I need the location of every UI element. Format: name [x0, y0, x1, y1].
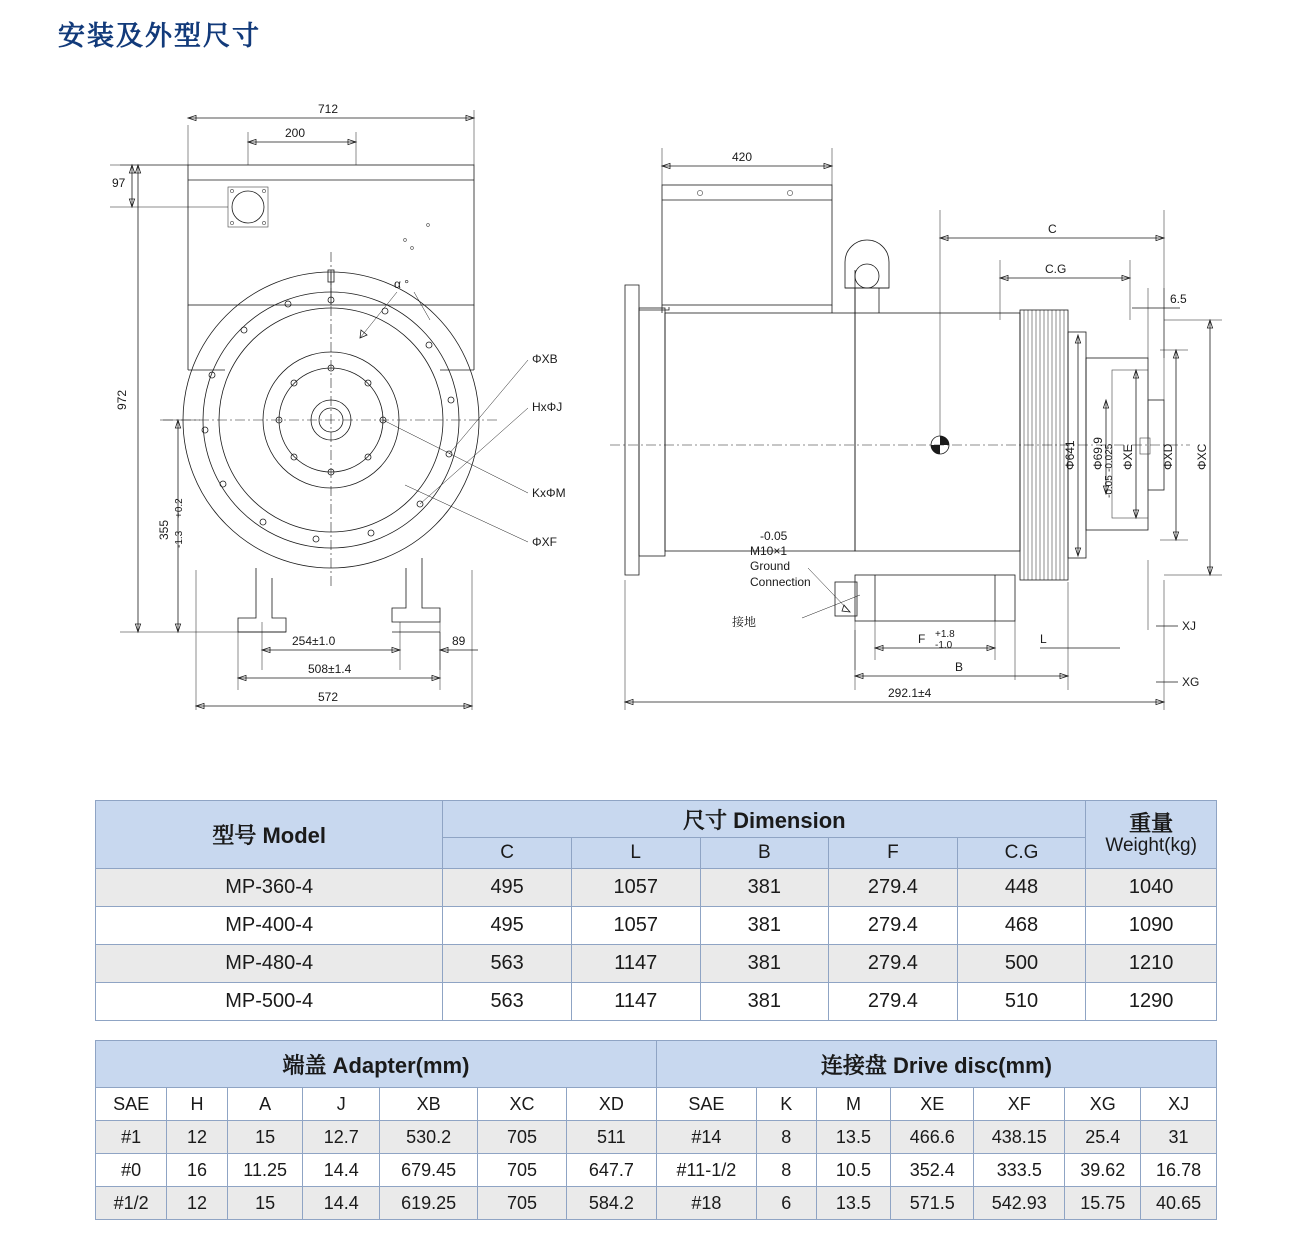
- cell-C: 495: [443, 907, 572, 945]
- dim-xe: ΦXE: [1121, 444, 1135, 470]
- cell-XG: 25.4: [1065, 1121, 1141, 1154]
- dim-89: 89: [452, 634, 466, 648]
- cell-F: 279.4: [829, 907, 958, 945]
- table-row: [96, 1121, 1217, 1154]
- cell-B: 381: [700, 869, 829, 907]
- dim-F-tol-dn: -1.0: [935, 640, 953, 651]
- table-row: [96, 907, 1217, 945]
- cell-weight: 1210: [1086, 945, 1217, 983]
- left-view: [110, 102, 566, 710]
- cell-A: 15: [227, 1121, 303, 1154]
- dim-355: 355: [157, 519, 171, 540]
- th-C: C: [443, 838, 572, 869]
- cell-XE: 571.5: [891, 1187, 974, 1220]
- cell-C: 563: [443, 983, 572, 1021]
- cell-CG: 500: [957, 945, 1086, 983]
- cell-XE: 466.6: [891, 1121, 974, 1154]
- th-M: M: [816, 1088, 891, 1121]
- label-ground-thread: -0.05: [760, 529, 788, 543]
- th-XJ: XJ: [1141, 1088, 1217, 1121]
- cell-B: 381: [700, 945, 829, 983]
- cell-XJ: 40.65: [1141, 1187, 1217, 1220]
- dim-97: 97: [112, 176, 126, 190]
- side-view: [610, 148, 1222, 710]
- dim-972: 972: [115, 389, 129, 410]
- model-dimension-table: [95, 800, 1217, 1021]
- cell-XG: 39.62: [1065, 1154, 1141, 1187]
- cell-J: 14.4: [303, 1187, 380, 1220]
- dim-L: 292.1±4: [888, 686, 932, 700]
- label-kxm: KxΦM: [532, 486, 566, 500]
- cell-weight: 1090: [1086, 907, 1217, 945]
- th-dimension: 尺寸 Dimension: [443, 801, 1086, 838]
- dim-200: 200: [285, 126, 306, 140]
- cell-XD: 511: [566, 1121, 656, 1154]
- th-XB: XB: [379, 1088, 477, 1121]
- cell-L: 1147: [571, 945, 700, 983]
- dim-xc: ΦXC: [1195, 443, 1209, 470]
- dim-572: 572: [318, 690, 339, 704]
- cell-F: 279.4: [829, 983, 958, 1021]
- dim-CG: C.G: [1045, 262, 1067, 276]
- cell-sae-adapter: #0: [96, 1154, 167, 1187]
- dim-292: L: [1040, 632, 1047, 646]
- cell-CG: 468: [957, 907, 1086, 945]
- label-holes: 接地: [732, 615, 757, 629]
- th-XD: XD: [566, 1088, 656, 1121]
- cell-K: 8: [756, 1154, 816, 1187]
- cell-sae-drive: #14: [656, 1121, 756, 1154]
- cell-sae-drive: #11-1/2: [656, 1154, 756, 1187]
- th-XF: XF: [974, 1088, 1065, 1121]
- cell-C: 563: [443, 945, 572, 983]
- cell-XB: 679.45: [379, 1154, 477, 1187]
- th-sae-2: SAE: [656, 1088, 756, 1121]
- dim-65: 6.5: [1170, 292, 1187, 306]
- cell-XJ: 16.78: [1141, 1154, 1217, 1187]
- cell-J: 14.4: [303, 1154, 380, 1187]
- th-model: 型号 Model: [96, 801, 443, 869]
- cell-XB: 619.25: [379, 1187, 477, 1220]
- dim-420: 420: [732, 150, 753, 164]
- th-sae-1: SAE: [96, 1088, 167, 1121]
- th-B: B: [700, 838, 829, 869]
- label-ground-en2: Ground: [750, 559, 791, 573]
- cell-model: MP-500-4: [96, 983, 443, 1021]
- cell-XF: 438.15: [974, 1121, 1065, 1154]
- dim-699-tol-up: -0.025: [1104, 443, 1115, 472]
- dim-699: Φ69.9: [1091, 437, 1105, 470]
- cell-XC: 705: [478, 1187, 567, 1220]
- dim-xd: ΦXD: [1161, 443, 1175, 470]
- cell-L: 1057: [571, 869, 700, 907]
- adapter-drivedisc-table: [95, 1040, 1217, 1220]
- table-row: [96, 869, 1217, 907]
- cell-J: 12.7: [303, 1121, 380, 1154]
- cell-XF: 542.93: [974, 1187, 1065, 1220]
- cell-XG: 15.75: [1065, 1187, 1141, 1220]
- th-XG: XG: [1065, 1088, 1141, 1121]
- cell-model: MP-360-4: [96, 869, 443, 907]
- dim-355-tol-dn: -1.3: [174, 530, 185, 548]
- page-title: 安装及外型尺寸: [58, 21, 261, 51]
- dim-712: 712: [318, 102, 339, 116]
- dim-355-tol-up: +0.2: [174, 498, 185, 518]
- th-CG: C.G: [957, 838, 1086, 869]
- th-weight: [1086, 801, 1217, 869]
- cell-A: 11.25: [227, 1154, 303, 1187]
- table-row: [96, 1154, 1217, 1187]
- th-drive-group: 连接盘 Drive disc(mm): [656, 1041, 1216, 1088]
- cell-B: 381: [700, 907, 829, 945]
- cell-model: MP-400-4: [96, 907, 443, 945]
- label-alpha: α °: [394, 277, 410, 291]
- cell-XC: 705: [478, 1121, 567, 1154]
- label-xb: ΦXB: [532, 352, 558, 366]
- cell-H: 12: [167, 1121, 228, 1154]
- table-row: [96, 1187, 1217, 1220]
- cell-L: 1057: [571, 907, 700, 945]
- cell-model: MP-480-4: [96, 945, 443, 983]
- cell-B: 381: [700, 983, 829, 1021]
- dim-xj: XJ: [1182, 619, 1197, 633]
- dim-699-tol-dn: -0.05: [1104, 475, 1115, 498]
- cell-F: 279.4: [829, 869, 958, 907]
- th-XC: XC: [478, 1088, 567, 1121]
- dim-F-tol-up: +1.8: [935, 629, 955, 640]
- th-weight-cn: 重量: [1129, 810, 1174, 836]
- cell-CG: 448: [957, 869, 1086, 907]
- th-K: K: [756, 1088, 816, 1121]
- cell-XB: 530.2: [379, 1121, 477, 1154]
- cell-XJ: 31: [1141, 1121, 1217, 1154]
- dim-F: F: [918, 632, 926, 646]
- label-ground-en1: M10×1: [750, 544, 788, 558]
- cell-M: 10.5: [816, 1154, 891, 1187]
- dim-254: 254±1.0: [292, 634, 336, 648]
- cell-sae-drive: #18: [656, 1187, 756, 1220]
- cell-K: 8: [756, 1121, 816, 1154]
- cell-weight: 1290: [1086, 983, 1217, 1021]
- th-H: H: [167, 1088, 228, 1121]
- cell-XD: 647.7: [566, 1154, 656, 1187]
- cell-H: 12: [167, 1187, 228, 1220]
- cell-M: 13.5: [816, 1187, 891, 1220]
- cell-XD: 584.2: [566, 1187, 656, 1220]
- dim-C: C: [1048, 222, 1057, 236]
- cell-XC: 705: [478, 1154, 567, 1187]
- dim-B: B: [955, 660, 964, 674]
- cell-sae-adapter: #1/2: [96, 1187, 167, 1220]
- cell-F: 279.4: [829, 945, 958, 983]
- cell-K: 6: [756, 1187, 816, 1220]
- cell-XF: 333.5: [974, 1154, 1065, 1187]
- cell-sae-adapter: #1: [96, 1121, 167, 1154]
- technical-drawing: [60, 70, 1260, 710]
- dim-641: Φ641: [1063, 440, 1077, 470]
- cell-weight: 1040: [1086, 869, 1217, 907]
- table-row: [96, 983, 1217, 1021]
- cell-C: 495: [443, 869, 572, 907]
- th-F: F: [829, 838, 958, 869]
- cell-M: 13.5: [816, 1121, 891, 1154]
- label-xf: ΦXF: [532, 535, 557, 549]
- label-hxj: HxΦJ: [532, 400, 563, 414]
- th-weight-en: Weight(kg): [1105, 835, 1197, 857]
- dim-508: 508±1.4: [308, 662, 352, 676]
- th-XE: XE: [891, 1088, 974, 1121]
- th-L: L: [571, 838, 700, 869]
- label-ground-cn: Connection: [750, 575, 811, 589]
- table-row: [96, 945, 1217, 983]
- th-adapter-group: 端盖 Adapter(mm): [96, 1041, 657, 1088]
- cell-H: 16: [167, 1154, 228, 1187]
- cell-L: 1147: [571, 983, 700, 1021]
- cell-CG: 510: [957, 983, 1086, 1021]
- th-J: J: [303, 1088, 380, 1121]
- cell-A: 15: [227, 1187, 303, 1220]
- cell-XE: 352.4: [891, 1154, 974, 1187]
- dim-xg: XG: [1182, 675, 1200, 689]
- th-A: A: [227, 1088, 303, 1121]
